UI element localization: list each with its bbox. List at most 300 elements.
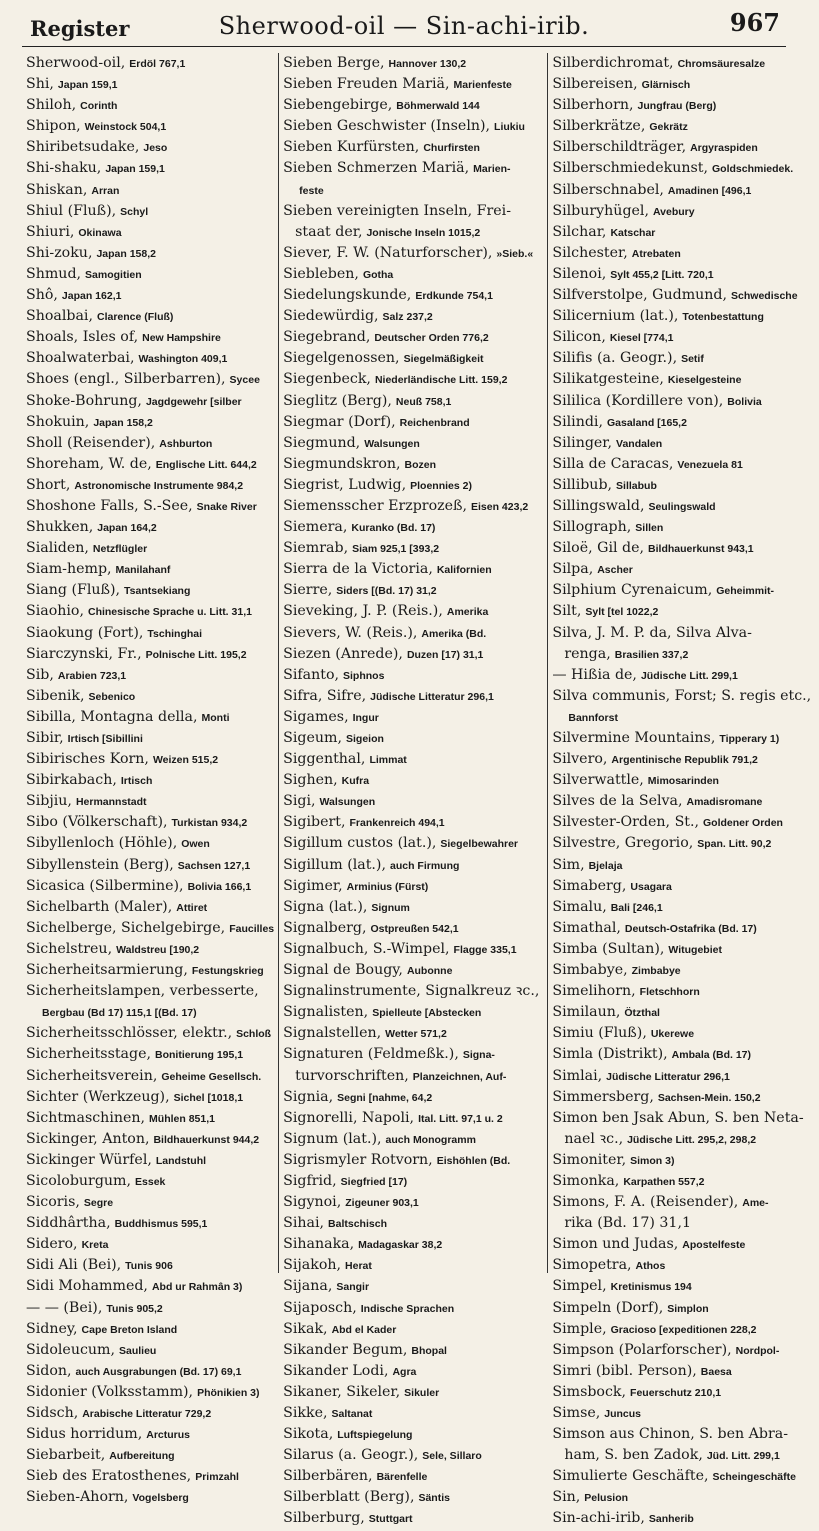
- index-entry: [283, 939, 543, 960]
- entry-reference: Sachsen 127,1: [177, 859, 251, 872]
- index-entry: [552, 1403, 815, 1424]
- index-entry: [552, 833, 815, 854]
- entry-headword: Sieben Kurfürsten,: [283, 139, 420, 156]
- entry-reference: Bolivia: [727, 395, 762, 408]
- index-entry: [552, 686, 815, 707]
- index-entry: [552, 1150, 815, 1171]
- entry-reference: Amadinen [496,1: [667, 184, 752, 197]
- index-entry: [552, 327, 815, 348]
- entry-reference: Abd el Kader: [331, 1323, 397, 1336]
- index-entry: [26, 1319, 274, 1340]
- entry-reference: Amerika (Bd.: [421, 627, 487, 640]
- entry-headword: renga,: [564, 645, 611, 662]
- entry-reference: Sylt [tel 1022,2: [585, 606, 659, 619]
- entry-reference: Amerika: [446, 606, 489, 619]
- entry-reference: Marien-: [473, 163, 511, 176]
- entry-reference: Japan 164,2: [97, 522, 157, 535]
- entry-headword: Silberschmiedekunst,: [552, 160, 709, 177]
- index-entry: [552, 95, 815, 116]
- entry-headword: Sililica (Kordillere von),: [552, 392, 724, 409]
- index-entry: [26, 454, 274, 475]
- entry-reference: Arabische Litteratur 729,2: [82, 1408, 212, 1420]
- index-entry: [283, 1044, 543, 1065]
- index-column-1: [22, 53, 278, 1506]
- index-entry: [283, 1445, 543, 1466]
- entry-headword: Siang (Fluß),: [26, 582, 121, 599]
- entry-headword: Simpeln (Dorf),: [552, 1299, 664, 1316]
- index-entry: [552, 981, 815, 1002]
- entry-headword: Sichtmaschinen,: [26, 1109, 146, 1126]
- entry-headword: Silva communis, Forst; S. regis etc.,: [552, 687, 812, 704]
- index-entry: [283, 1150, 543, 1171]
- entry-headword: Siloë, Gil de,: [552, 540, 645, 557]
- entry-headword: Simathal,: [552, 919, 621, 936]
- entry-headword: Sidsch,: [26, 1405, 79, 1421]
- entry-headword: Sib,: [26, 666, 54, 683]
- entry-reference: Abd ur Rahmân 3): [151, 1281, 243, 1294]
- entry-reference: Chinesische Sprache u. Litt. 31,1: [87, 606, 252, 619]
- index-entry: [552, 306, 815, 327]
- entry-headword: Siegenbeck,: [283, 371, 371, 388]
- entry-headword: Siegmund,: [283, 434, 361, 451]
- entry-headword: Silchar,: [552, 223, 607, 240]
- entry-reference: Goldschmiedek.: [712, 163, 794, 176]
- entry-reference: Flagge 335,1: [453, 943, 517, 956]
- index-column-2: [278, 53, 547, 1527]
- entry-headword: Sibyllenstein (Berg),: [26, 856, 174, 873]
- entry-headword: Siedelungskunde,: [283, 287, 412, 304]
- index-entry: [26, 1403, 274, 1424]
- entry-reference: Bergbau (Bd 17) 115,1 [(Bd. 17): [42, 1007, 197, 1020]
- index-entry: [26, 1150, 274, 1171]
- entry-headword: Simon ben Jsak Abun, S. ben Neta-: [552, 1109, 804, 1126]
- index-entry: [552, 1087, 815, 1108]
- entry-headword: Simonka,: [552, 1172, 620, 1189]
- index-entry: [283, 1340, 543, 1361]
- index-entry: [283, 833, 543, 854]
- entry-reference: Ashburton: [159, 437, 213, 450]
- entry-headword: Sibirkabach,: [26, 772, 117, 789]
- entry-reference: Salz 237,2: [382, 311, 433, 324]
- entry-reference: Frankenreich 494,1: [349, 817, 445, 830]
- entry-headword: Sherwood-oil,: [26, 55, 126, 71]
- entry-reference: auch Ausgrabungen (Bd. 17) 69,1: [75, 1365, 242, 1378]
- entry-reference: Waldstreu [190,2: [116, 943, 200, 956]
- index-entry: [283, 1382, 543, 1403]
- entry-reference: Jüdische Litteratur 296,1: [370, 690, 494, 703]
- index-entry: [283, 475, 543, 496]
- entry-reference: Luftspiegelung: [337, 1429, 413, 1442]
- index-entry: [552, 53, 815, 74]
- entry-reference: Bozen: [404, 458, 437, 471]
- entry-reference: Witugebiet: [668, 943, 722, 956]
- entry-headword: Silberbären,: [283, 1468, 373, 1485]
- entry-headword: Sidero,: [26, 1236, 78, 1253]
- entry-reference: Japan 162,1: [61, 290, 122, 303]
- entry-headword: Silberblatt (Berg),: [283, 1489, 415, 1506]
- entry-headword: Sigimer,: [283, 877, 343, 894]
- index-entry: [552, 1066, 815, 1087]
- index-entry: [283, 496, 543, 517]
- entry-headword: Sigfrid,: [283, 1172, 337, 1189]
- entry-reference: Segre: [83, 1197, 114, 1210]
- entry-reference: Tsantsekiang: [124, 585, 191, 598]
- index-entry: [26, 812, 274, 833]
- entry-reference: Siegelmäßigkeit: [403, 353, 484, 366]
- entry-headword: Sidon,: [26, 1362, 72, 1379]
- entry-headword: Silberschildträger,: [552, 139, 687, 156]
- index-entry: [283, 897, 543, 918]
- entry-reference: Weizen 515,2: [152, 754, 219, 767]
- index-entry: [552, 1129, 815, 1150]
- index-entry: [552, 285, 815, 306]
- entry-reference: Sikuler: [404, 1386, 440, 1399]
- entry-reference: Gotha: [362, 268, 394, 281]
- entry-reference: Tunis 905,2: [106, 1302, 163, 1315]
- entry-headword: Simlai,: [552, 1067, 603, 1084]
- entry-headword: Shoreham, W. de,: [26, 455, 152, 472]
- entry-headword: Silla de Caracas,: [552, 455, 674, 472]
- entry-headword: Silburyhügel,: [552, 202, 649, 219]
- index-entry: [552, 1171, 815, 1192]
- entry-headword: Simopetra,: [552, 1257, 632, 1274]
- index-entry: [552, 1044, 815, 1065]
- entry-reference: Herat: [345, 1260, 372, 1273]
- entry-reference: Bildhauerkunst 943,1: [648, 543, 754, 556]
- entry-reference: Säntis: [418, 1492, 450, 1505]
- entry-headword: Signia,: [283, 1088, 334, 1105]
- entry-reference: Venezuela 81: [677, 458, 743, 471]
- index-entry: [283, 74, 543, 95]
- entry-reference: Nordpol-: [735, 1344, 780, 1357]
- entry-headword: Silbereisen,: [552, 76, 638, 93]
- index-entry: [552, 1234, 815, 1255]
- entry-reference: Neuß 758,1: [395, 395, 452, 408]
- index-entry: [283, 791, 543, 812]
- entry-headword: Siam-hemp,: [26, 561, 112, 578]
- entry-headword: Sidi Ali (Bei),: [26, 1257, 122, 1274]
- index-entry: [26, 876, 274, 897]
- entry-headword: Siegmundskron,: [283, 455, 401, 472]
- entry-reference: Arminius (Fürst): [346, 880, 429, 893]
- entry-headword: Silberschnabel,: [552, 181, 664, 198]
- entry-headword: Silves de la Selva,: [552, 793, 683, 810]
- entry-headword: Shoes (engl., Silberbarren),: [26, 371, 226, 388]
- index-entry: [552, 960, 815, 981]
- entry-reference: Brasilien 337,2: [614, 648, 689, 661]
- index-entry: [552, 665, 815, 686]
- entry-headword: Siegelgenossen,: [283, 350, 400, 367]
- index-entry: [26, 1108, 274, 1129]
- entry-headword: Sibenik,: [26, 687, 85, 704]
- entry-reference: Siders [(Bd. 17) 31,2: [336, 585, 437, 598]
- index-entry: [26, 707, 274, 728]
- entry-headword: Sigillum (lat.),: [283, 856, 386, 873]
- entry-headword: Simse,: [552, 1405, 601, 1421]
- index-entry: [283, 1087, 543, 1108]
- entry-headword: Simson aus Chinon, S. ben Abra-: [552, 1426, 789, 1443]
- entry-headword: Signalinstrumente, Signalkreuz ꝛc.,: [283, 983, 540, 1000]
- entry-headword: Siegebrand,: [283, 329, 371, 346]
- entry-headword: Sighen,: [283, 772, 338, 789]
- index-entry: [283, 1255, 543, 1276]
- entry-reference: Ame-: [742, 1197, 769, 1210]
- entry-headword: Shiloh,: [26, 97, 77, 114]
- entry-reference: Ambala (Bd. 17): [671, 1049, 752, 1062]
- entry-headword: Sidney,: [26, 1320, 78, 1337]
- entry-headword: Sieben Berge,: [283, 55, 385, 71]
- entry-reference: Weinstock 504,1: [84, 121, 167, 134]
- entry-headword: Shoalwaterbai,: [26, 350, 135, 367]
- entry-reference: Bonitierung 195,1: [155, 1049, 244, 1062]
- index-entry: [283, 1066, 543, 1087]
- index-entry: [26, 1002, 274, 1023]
- entry-reference: Clarence (Fluß): [96, 311, 174, 324]
- entry-reference: Sebenico: [88, 690, 136, 703]
- entry-reference: Japan 159,1: [105, 163, 165, 176]
- index-entry: [26, 158, 274, 179]
- index-entry: [283, 707, 543, 728]
- index-entry: [26, 1192, 274, 1213]
- index-entry: [552, 1424, 815, 1445]
- index-entry: [283, 201, 543, 222]
- entry-reference: Irtisch [Sibillini: [67, 733, 143, 745]
- entry-headword: Sierra de la Victoria,: [283, 561, 433, 578]
- entry-headword: Sickinger Würfel,: [26, 1151, 152, 1168]
- entry-reference: Schyl: [120, 205, 149, 218]
- entry-reference: Jonische Inseln 1015,2: [366, 226, 481, 239]
- entry-reference: Zimbabye: [631, 965, 681, 978]
- entry-reference: Kreta: [81, 1239, 109, 1252]
- entry-reference: Feuerschutz 210,1: [630, 1386, 722, 1399]
- entry-headword: Simoniter,: [552, 1151, 627, 1168]
- index-entry: [26, 644, 274, 665]
- index-entry: [283, 855, 543, 876]
- entry-reference: Owen: [181, 838, 210, 851]
- index-entry: [283, 559, 543, 580]
- entry-headword: Shi-zoku,: [26, 244, 93, 261]
- entry-reference: Jüdische Litt. 295,2, 298,2: [627, 1133, 757, 1146]
- entry-headword: Simalu,: [552, 898, 607, 915]
- entry-headword: Sicherheitsarmierung,: [26, 962, 188, 979]
- entry-headword: Silberdichromat,: [552, 55, 674, 71]
- entry-headword: Sifra, Sifre,: [283, 687, 367, 704]
- entry-reference: Sanherib: [648, 1513, 694, 1526]
- entry-reference: Aubonne: [406, 965, 453, 978]
- entry-reference: Deutscher Orden 776,2: [374, 332, 489, 345]
- index-entry: [552, 158, 815, 179]
- index-entry: [283, 1276, 543, 1297]
- entry-headword: Signalstellen,: [283, 1025, 382, 1042]
- index-entry: [26, 665, 274, 686]
- entry-reference: Seulingswald: [648, 500, 716, 513]
- index-entry: [283, 53, 543, 74]
- entry-reference: Walsungen: [319, 796, 376, 809]
- index-entry: [26, 201, 274, 222]
- entry-headword: Sidonier (Volksstamm),: [26, 1383, 194, 1400]
- entry-reference: Faucilles: [229, 922, 275, 935]
- index-entry: [552, 1255, 815, 1276]
- entry-reference: Aufbereitung: [109, 1450, 175, 1463]
- entry-reference: Juncus: [604, 1408, 642, 1420]
- entry-reference: Arabien 723,1: [57, 669, 127, 682]
- entry-reference: Schloß: [236, 1028, 272, 1041]
- entry-headword: Simelihorn,: [552, 983, 636, 1000]
- entry-headword: Silva, J. M. P. da, Silva Alva-: [552, 624, 752, 641]
- entry-reference: Madagaskar 38,2: [358, 1239, 443, 1252]
- entry-headword: Sibir,: [26, 730, 64, 746]
- index-entry: [283, 158, 543, 179]
- entry-headword: Sikander Lodi,: [283, 1362, 389, 1379]
- index-entry: [552, 1508, 815, 1529]
- index-entry: [283, 243, 543, 264]
- entry-headword: Simba (Sultan),: [552, 940, 665, 957]
- entry-headword: Silenoi,: [552, 265, 607, 282]
- entry-headword: Shipon,: [26, 118, 81, 135]
- index-entry: [283, 1487, 543, 1508]
- index-entry: [283, 1002, 543, 1023]
- entry-reference: Katschar: [610, 226, 656, 239]
- index-entry: [552, 749, 815, 770]
- entry-reference: Hermannstadt: [75, 796, 147, 809]
- index-entry: [26, 939, 274, 960]
- entry-reference: Mühlen 851,1: [149, 1112, 215, 1125]
- entry-headword: Sigrismyler Rotvorn,: [283, 1151, 433, 1168]
- entry-reference: Buddhismus 595,1: [114, 1218, 208, 1231]
- index-entry: [552, 1382, 815, 1403]
- entry-reference: Planzeichnen, Auf-: [412, 1070, 507, 1083]
- entry-headword: Sieben Schmerzen Mariä,: [283, 160, 470, 177]
- index-entry: [283, 1403, 543, 1424]
- index-entry: [552, 243, 815, 264]
- index-entry: [552, 1340, 815, 1361]
- entry-headword: Simons, F. A. (Reisender),: [552, 1194, 739, 1211]
- entry-reference: Siam 925,1 [393,2: [352, 543, 440, 556]
- entry-reference: Athos: [635, 1260, 666, 1273]
- index-entry: [552, 707, 815, 728]
- index-entry: [26, 1361, 274, 1382]
- entry-headword: Sichter (Werkzeug),: [26, 1088, 170, 1105]
- index-entry: [26, 749, 274, 770]
- index-entry: [26, 1234, 274, 1255]
- entry-reference: Limmat: [369, 754, 407, 767]
- entry-reference: Vogelsberg: [132, 1492, 189, 1505]
- entry-headword: Siaokung (Fort),: [26, 624, 144, 641]
- index-entry: [26, 1466, 274, 1487]
- entry-reference: Attiret: [176, 901, 208, 914]
- entry-headword: Silfverstolpe, Gudmund,: [552, 287, 728, 304]
- index-entry: [283, 644, 543, 665]
- entry-headword: Sillograph,: [552, 519, 632, 536]
- entry-reference: Japan 158,2: [96, 247, 156, 260]
- entry-reference: Signum: [371, 901, 410, 914]
- entry-reference: Duzen [17) 31,1: [406, 648, 484, 661]
- index-entry: [26, 833, 274, 854]
- entry-reference: Corinth: [80, 100, 118, 113]
- index-entry: [283, 1424, 543, 1445]
- entry-headword: — Hißia de,: [552, 666, 637, 683]
- entry-headword: Sigames,: [283, 708, 349, 725]
- index-entry: [552, 601, 815, 622]
- entry-headword: nael ꝛc.,: [564, 1130, 624, 1147]
- entry-headword: Simulierte Geschäfte,: [552, 1468, 709, 1485]
- entry-reference: Bildhauerkunst 944,2: [153, 1133, 260, 1146]
- entry-reference: Primzahl: [195, 1471, 239, 1484]
- index-entry: [552, 201, 815, 222]
- entry-headword: rika (Bd. 17) 31,1: [564, 1215, 691, 1232]
- index-entry: [552, 264, 815, 285]
- index-column-3: [547, 53, 819, 1527]
- entry-headword: Signaturen (Feldmeßk.),: [283, 1046, 459, 1063]
- entry-headword: Sibyllenloch (Höhle),: [26, 835, 178, 852]
- index-entry: [26, 137, 274, 158]
- entry-reference: Gasaland [165,2: [606, 416, 687, 429]
- entry-headword: turvorschriften,: [295, 1067, 409, 1084]
- index-entry: [552, 1298, 815, 1319]
- index-entry: [552, 1445, 815, 1466]
- index-entry: [26, 180, 274, 201]
- entry-reference: Irtisch: [120, 775, 153, 788]
- index-entry: [552, 770, 815, 791]
- entry-headword: Sihai,: [283, 1215, 325, 1232]
- entry-headword: Shokuin,: [26, 413, 90, 430]
- entry-reference: Arcturus: [146, 1429, 190, 1442]
- index-entry: [283, 981, 543, 1002]
- entry-reference: Kalifornien: [436, 564, 492, 577]
- entry-headword: Siemrab,: [283, 540, 349, 557]
- index-entry: [283, 306, 543, 327]
- entry-reference: Karpathen 557,2: [623, 1175, 705, 1188]
- index-entry: [552, 1319, 815, 1340]
- entry-reference: Landstuhl: [155, 1154, 207, 1167]
- entry-headword: Silarus (a. Geogr.),: [283, 1447, 419, 1464]
- entry-headword: Sibirisches Korn,: [26, 751, 149, 768]
- entry-headword: Sihanaka,: [283, 1236, 355, 1253]
- entry-headword: Sidus horridum,: [26, 1426, 143, 1443]
- entry-headword: Sicherheitsstage,: [26, 1046, 151, 1063]
- register-label: Register: [30, 16, 130, 41]
- entry-headword: Simsbock,: [552, 1383, 627, 1400]
- entry-headword: Shoals, Isles of,: [26, 329, 139, 346]
- index-entry: [26, 538, 274, 559]
- entry-headword: Shiuri,: [26, 223, 75, 240]
- entry-headword: Similaun,: [552, 1004, 621, 1021]
- entry-reference: Siegelbewahrer: [440, 838, 519, 851]
- entry-headword: Simpson (Polarforscher),: [552, 1341, 732, 1358]
- entry-reference: Geheime Gesellsch.: [161, 1070, 262, 1083]
- entry-headword: Silvestre, Gregorio,: [552, 835, 694, 852]
- index-entry: [283, 264, 543, 285]
- entry-headword: Silberburg,: [283, 1510, 365, 1527]
- entry-reference: Goldener Orden: [703, 817, 783, 830]
- index-entry: [552, 137, 815, 158]
- entry-headword: Sigillum custos (lat.),: [283, 835, 437, 852]
- entry-reference: Jüd. Litt. 299,1: [706, 1450, 780, 1463]
- entry-reference: Stuttgart: [368, 1513, 413, 1526]
- index-entry: [26, 918, 274, 939]
- index-entry: [26, 391, 274, 412]
- entry-headword: Simiu (Fluß),: [552, 1025, 647, 1042]
- entry-headword: Siebengebirge,: [283, 97, 393, 114]
- entry-headword: Simple,: [552, 1320, 607, 1337]
- entry-headword: Simaberg,: [552, 877, 627, 894]
- entry-reference: Siphnos: [343, 669, 385, 682]
- entry-headword: Sijana,: [283, 1278, 333, 1295]
- index-entry: [552, 348, 815, 369]
- entry-headword: Sikke,: [283, 1405, 328, 1421]
- entry-reference: Bolivia 166,1: [187, 880, 252, 893]
- index-entry: [552, 812, 815, 833]
